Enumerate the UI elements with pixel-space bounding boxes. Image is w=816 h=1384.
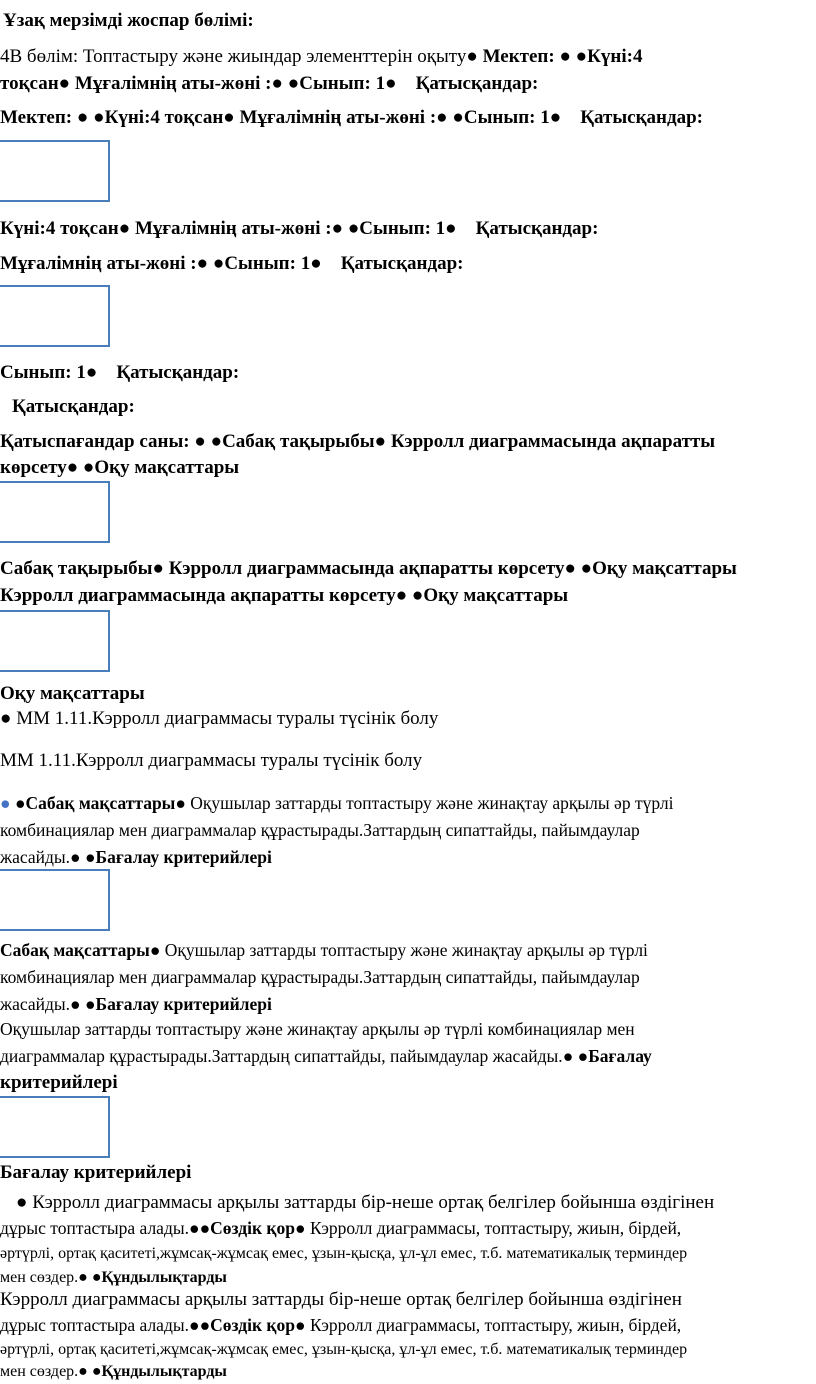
lesson-topic-line-2: Кэрролл диаграммасында ақпаратты көрсету● ●Оқу мақсаттары: [0, 585, 569, 606]
goals-b-line-2: комбинациялар мен диаграммалар құрастырады.Заттардың сипаттайды, пайымдаулар: [0, 967, 640, 987]
image-placeholder-frame: [0, 285, 110, 347]
criteria-line-1: ● Кэрролл диаграммасы арқылы заттарды бір-неше ортақ белгілер бойынша өздігінен: [16, 1192, 715, 1213]
criteria-b-line-1: Кэрролл диаграммасы арқылы заттарды бір-неше ортақ белгілер бойынша өздігінен: [0, 1289, 682, 1310]
section-line: 4В бөлім: Топтастыру және жиындар элементтерін оқыту● Мектеп: ● ●Күні:4: [0, 46, 643, 67]
image-placeholder-frame: [0, 481, 110, 543]
goals-b-line-3: жасайды.● ●Бағалау критерийлері: [0, 994, 272, 1014]
criteria-b-line-3: әртүрлі, ортақ қаситеті,жұмсақ-жұмсақ емес, ұзын-қысқа, ұл-ұл емес, т.б. математикалық терминдер: [0, 1341, 688, 1358]
teacher-line: Мұғалімнің аты-жөні :● ●Сынып: 1● Қатысқандар:: [0, 253, 464, 274]
objective-item: ММ 1.11.Кэрролл диаграммасы туралы түсінік болу: [0, 750, 423, 771]
criteria-b-line-4: мен сөздер.● ●Құндылықтарды: [0, 1363, 227, 1380]
goals-line-1: ● ●Сабақ мақсаттары● Оқушылар заттарды топтастыру және жинақтау арқылы әр түрлі: [0, 793, 674, 813]
criteria-line-2: дұрыс топтастыра алады.●●Сөздік қор● Кэрролл диаграммасы, топтастыру, жиын, бірдей,: [0, 1218, 682, 1238]
goals-c-line-3: критерийлері: [0, 1072, 118, 1093]
day-line: Күні:4 тоқсан● Мұғалімнің аты-жөні :● ●Сынып: 1● Қатысқандар:: [0, 218, 599, 239]
criteria-line-3: әртүрлі, ортақ қаситеті,жұмсақ-жұмсақ емес, ұзын-қысқа, ұл-ұл емес, т.б. математикалық терминдер: [0, 1245, 688, 1262]
objectives-heading: Оқу мақсаттары: [0, 683, 145, 704]
school-line: Мектеп: ● ●Күні:4 тоқсан● Мұғалімнің аты-жөні :● ●Сынып: 1● Қатысқандар:: [0, 107, 704, 128]
absent-line-cont: көрсету● ●Оқу мақсаттары: [0, 457, 240, 478]
image-placeholder-frame: [0, 610, 110, 672]
criteria-heading: Бағалау критерийлері: [0, 1162, 192, 1183]
page-heading: Ұзақ мерзімді жоспар бөлімі:: [3, 10, 254, 31]
criteria-line-4: мен сөздер.● ●Құндылықтарды: [0, 1269, 227, 1286]
absent-line: Қатыспағандар саны: ● ●Сабақ тақырыбы● Кэрролл диаграммасында ақпаратты: [0, 431, 716, 452]
goals-line-2: комбинациялар мен диаграммалар құрастырады.Заттардың сипаттайды, пайымдаулар: [0, 820, 640, 840]
image-placeholder-frame: [0, 869, 110, 931]
goals-line-3: жасайды.● ●Бағалау критерийлері: [0, 847, 272, 867]
goals-b-line-1: Сабақ мақсаттары● Оқушылар заттарды топтастыру және жинақтау арқылы әр түрлі: [0, 940, 648, 960]
image-placeholder-frame: [0, 1096, 110, 1158]
objective-item-bulleted: ● ММ 1.11.Кэрролл диаграммасы туралы түсінік болу: [0, 708, 439, 729]
image-placeholder-frame: [0, 140, 110, 202]
lesson-topic-line: Сабақ тақырыбы● Кэрролл диаграммасында ақпаратты көрсету● ●Оқу мақсаттары: [0, 558, 737, 579]
grade-line: Сынып: 1● Қатысқандар:: [0, 362, 240, 383]
criteria-b-line-2: дұрыс топтастыра алады.●●Сөздік қор● Кэрролл диаграммасы, топтастыру, жиын, бірдей,: [0, 1315, 682, 1335]
goals-c-line-2: диаграммалар құрастырады.Заттардың сипаттайды, пайымдаулар жасайды.● ●Бағалау: [0, 1046, 652, 1066]
participants-line: Қатысқандар:: [12, 396, 135, 417]
goals-c-line-1: Оқушылар заттарды топтастыру және жинақтау арқылы әр түрлі комбинациялар мен: [0, 1019, 635, 1039]
section-line-cont: тоқсан● Мұғалімнің аты-жөні :● ●Сынып: 1● Қатысқандар:: [0, 73, 539, 94]
